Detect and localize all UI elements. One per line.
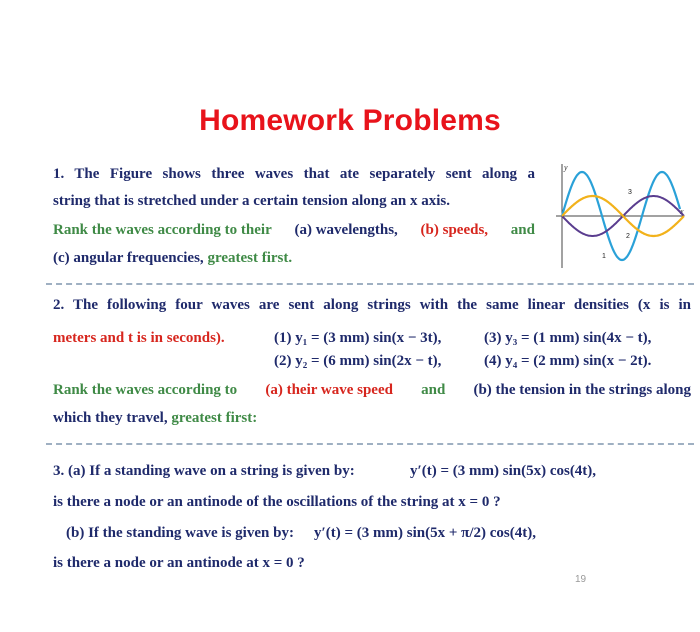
wave-2-label: 2 <box>626 233 630 240</box>
page-number: 19 <box>575 574 587 585</box>
p3-eq-a: y′(t) = (3 mm) sin(5x) cos(4t), <box>410 463 597 479</box>
divider-2 <box>46 443 694 445</box>
p2-line2: meters and t is in seconds). <box>53 330 225 346</box>
p1-speeds: (b) speeds, <box>420 222 489 238</box>
p2-line4 <box>53 410 257 427</box>
p1-line4 <box>53 250 292 267</box>
p2-line1: 2. The following four waves are sent along strings with the same linear densities (x is in <box>53 297 691 313</box>
p2-eq2: (2) y₂ = (6 mm) sin(2x − t), <box>274 353 442 369</box>
wave-3-label: 3 <box>628 189 632 196</box>
p2-eq3: (3) y₃ = (1 mm) sin(4x − t), <box>484 330 652 346</box>
p1-line2: string that is stretched under a certain tension along an x axis. <box>53 193 450 209</box>
p2-line3 <box>53 382 691 399</box>
y-axis-label: y <box>564 163 568 172</box>
p2-which-travel: which they travel, <box>53 410 168 426</box>
p1-line3 <box>53 222 535 239</box>
p2-wave-speed: (a) their wave speed <box>265 382 393 398</box>
p1-rank-text: Rank the waves according to their <box>53 222 272 238</box>
p1-angular-freq: (c) angular frequencies, <box>53 250 204 266</box>
three-waves-figure <box>550 158 690 270</box>
page-title: Homework Problems <box>199 104 501 137</box>
divider-1 <box>46 283 694 285</box>
p1-wavelengths: (a) wavelengths, <box>294 222 398 238</box>
p2-rank-text: Rank the waves according to <box>53 382 238 398</box>
p3-line4: is there a node or an antinode at x = 0 ? <box>53 555 305 571</box>
p3-line1: 3. (a) If a standing wave on a string is given by: <box>53 463 355 479</box>
p1-line1: 1. The Figure shows three waves that ate separately sent along a <box>53 166 535 182</box>
p3-eq-b: y′(t) = (3 mm) sin(5x + π/2) cos(4t), <box>314 525 536 541</box>
p2-eq4: (4) y₄ = (2 mm) sin(x − 2t). <box>484 353 652 369</box>
p3-line3: (b) If the standing wave is given by: <box>66 525 294 541</box>
p2-eq1: (1) y₁ = (3 mm) sin(x − 3t), <box>274 330 442 346</box>
p1-and: and <box>510 222 535 238</box>
p2-greatest-first: greatest first: <box>171 410 258 426</box>
p2-tension: (b) the tension in the strings along <box>473 382 691 398</box>
x-axis-label: x <box>680 207 684 216</box>
p3-line2: is there a node or an antinode of the oscillations of the string at x = 0 ? <box>53 494 501 510</box>
p1-greatest-first: greatest first. <box>207 250 293 266</box>
p2-and: and <box>421 382 446 398</box>
wave-1-label: 1 <box>602 253 606 260</box>
